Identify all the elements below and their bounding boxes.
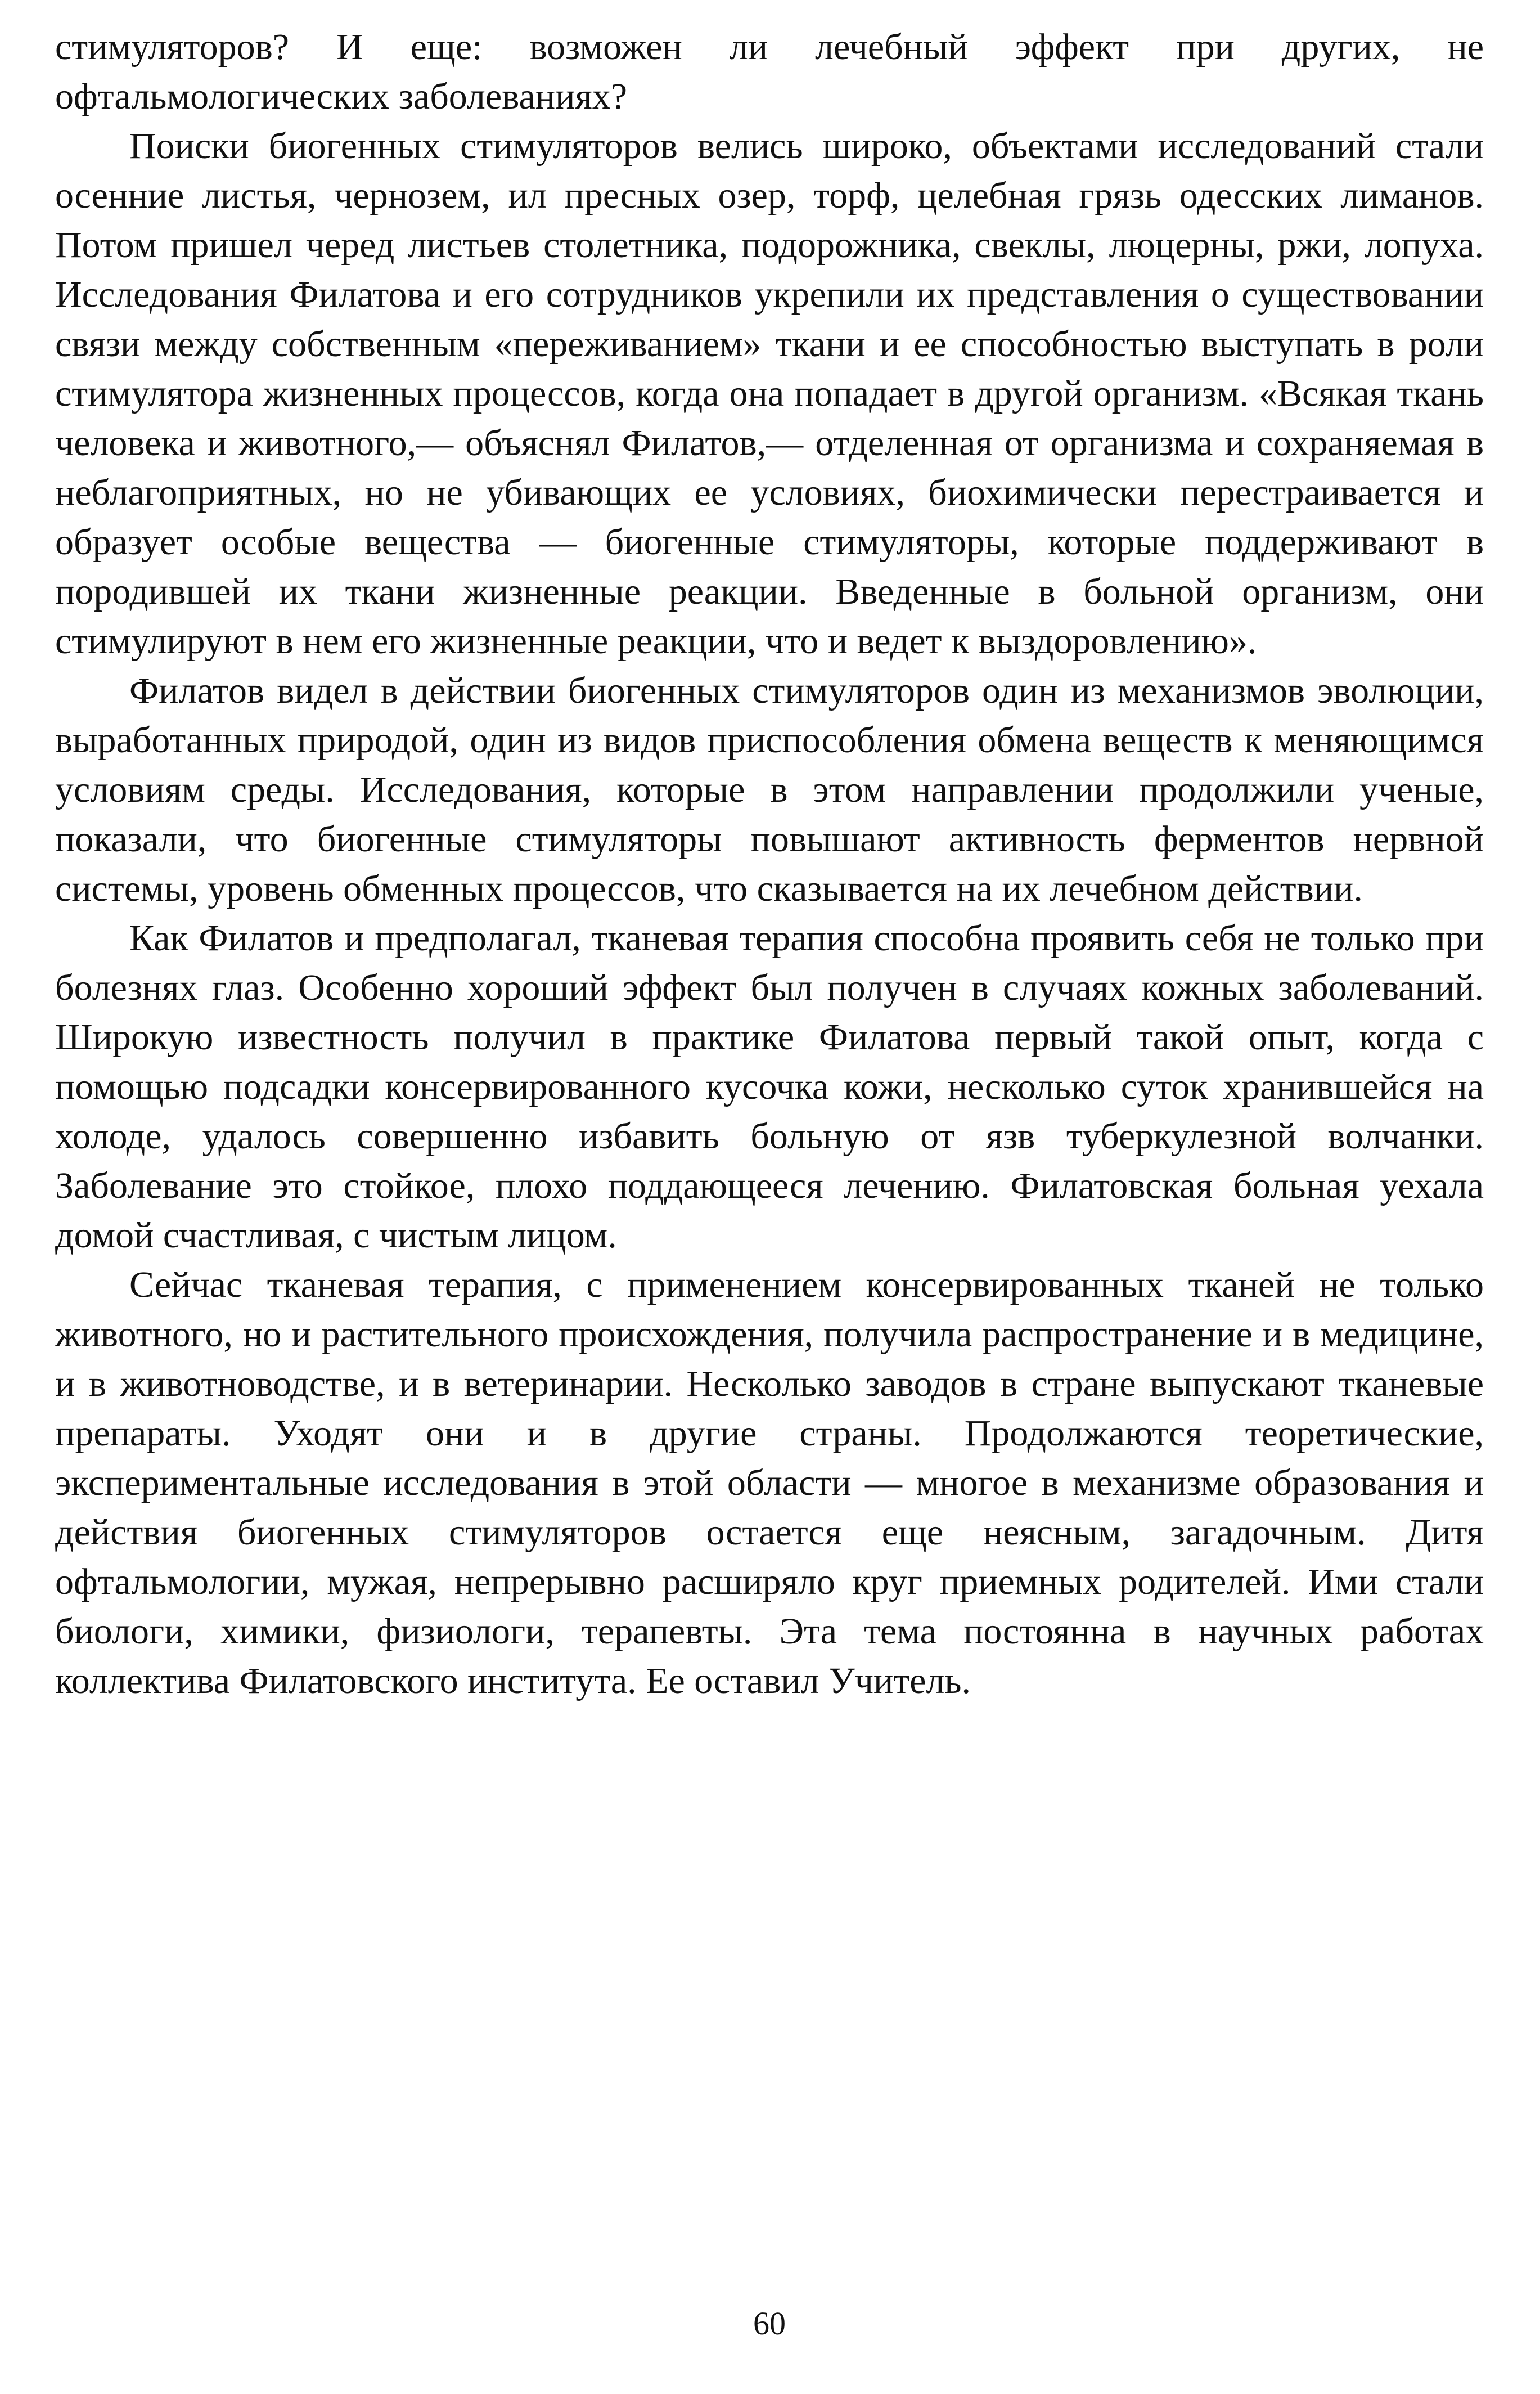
paragraph-tissue-therapy-today: Сейчас тканевая терапия, с применением консервированных тканей не только животного, но и растительного происхождения, получила распространение и в медицине, и в животноводстве, и в ветеринарии. Несколько заводов в стране выпускают тканевые препараты. Уходят они и в другие страны. Продолжаются теоретические, экспериментальные исследования в этой области — многое в механизме образования и действия биогенных стимуляторов остается еще неясным, загадочным. Дитя офтальмологии, мужая, непрерывно расширяло круг приемных родителей. Ими стали биологи, химики, физиологи, терапевты. Эта тема постоянна в научных работах коллектива Филатовского института. Ее оставил Учитель. [55,1264,1484,1701]
body-text [55,23,1484,1706]
paragraph-continuation: стимуляторов? И еще: возможен ли лечебный эффект при других, не офтальмологических заболеваниях? [55,26,1484,117]
book-page [55,23,1484,2371]
paragraph-skin-diseases: Как Филатов и предполагал, тканевая терапия способна проявить себя не только при болезнях глаз. Особенно хороший эффект был получен в случаях кожных заболеваний. Широкую известность получил в практике Филатова первый такой опыт, когда с помощью подсадки консервированного кусочка кожи, несколько суток хранившейся на холоде, удалось совершенно избавить больную от язв туберкулезной волчанки. Заболевание это стойкое, плохо поддающееся лечению. Филатовская больная уехала домой счастливая, с чистым лицом. [55,918,1484,1256]
page-number: 60 [753,2305,786,2342]
paragraph-evolution-mechanism: Филатов видел в действии биогенных стимуляторов один из механизмов эволюции, выработанных природой, один из видов приспособления обмена веществ к меняющимся условиям среды. Исследования, которые в этом направлении продолжили ученые, показали, что биогенные стимуляторы повышают активность ферментов нервной системы, уровень обменных процессов, что сказывается на их лечебном действии. [55,670,1484,909]
paragraph-biogenic-search: Поиски биогенных стимуляторов велись широко, объектами исследований стали осенние листья, чернозем, ил пресных озер, торф, целебная грязь одесских лиманов. Потом пришел черед листьев столетника, подорожника, свеклы, люцерны, ржи, лопуха. Исследования Филатова и его сотрудников укрепили их представления о существовании связи между собственным «переживанием» ткани и ее способностью выступать в роли стимулятора жизненных процессов, когда она попадает в другой организм. «Всякая ткань человека и животного,— объяснял Филатов,— отделенная от организма и сохраняемая в неблагоприятных, но не убивающих ее условиях, биохимически перестраивается и образует особые вещества — биогенные стимуляторы, которые поддерживают в породившей их ткани жизненные реакции. Введенные в больной организм, они стимулируют в нем его жизненные реакции, что и ведет к выздоровлению». [55,125,1484,662]
